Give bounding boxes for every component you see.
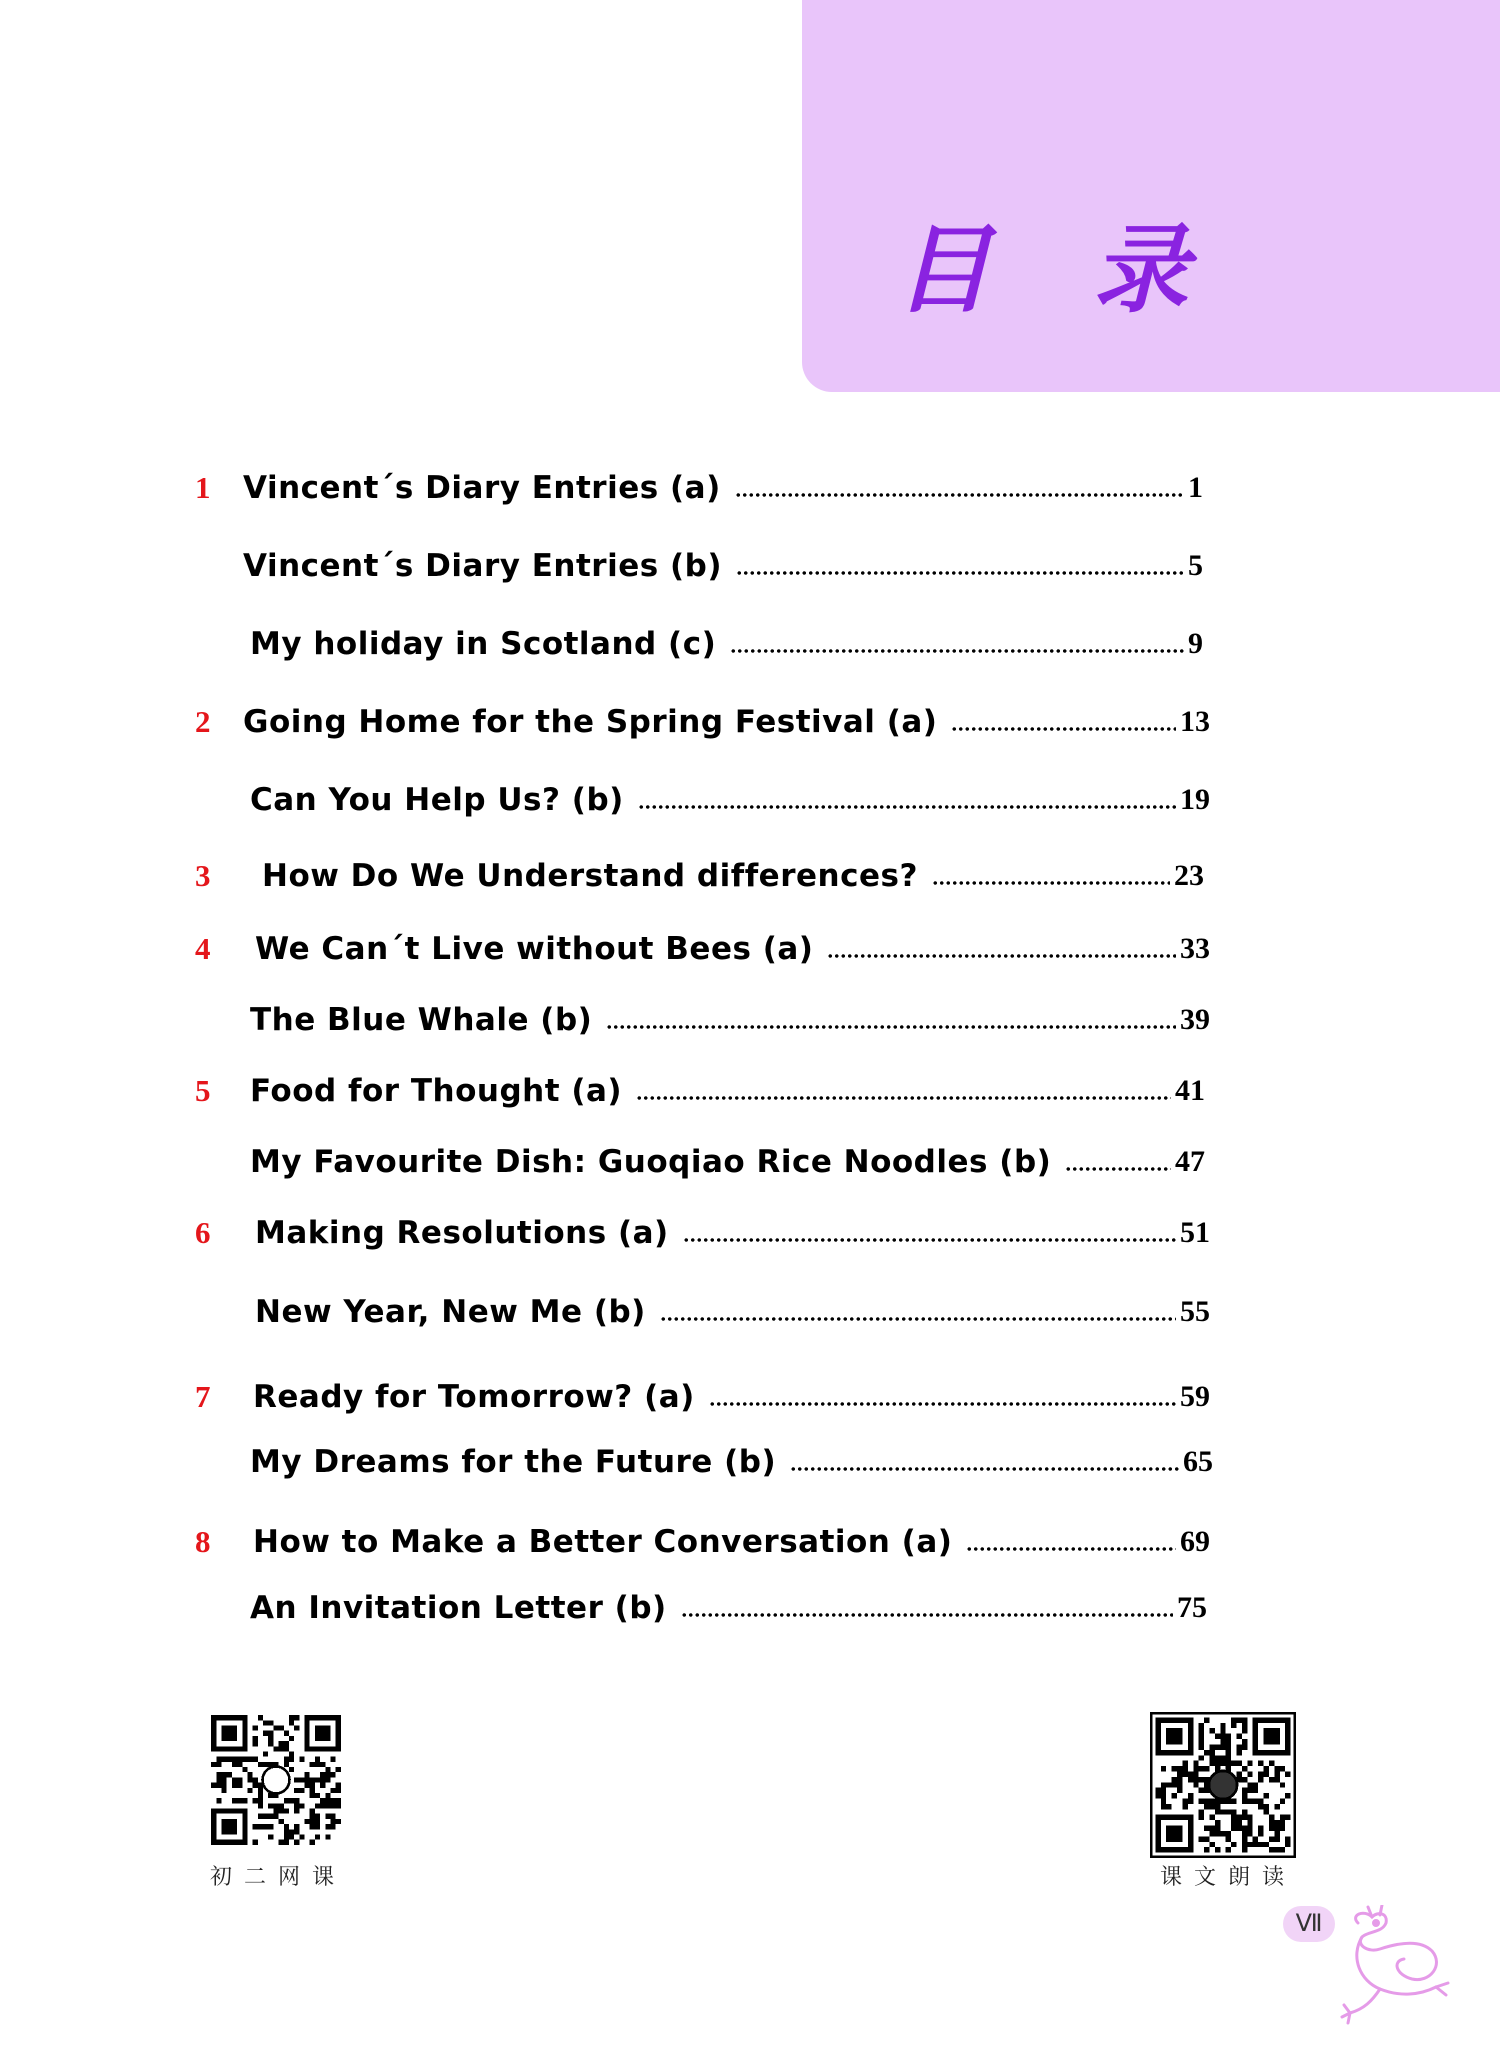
dot-leader: [932, 881, 1170, 885]
qr-right-label: 课文朗读: [1160, 1865, 1297, 1890]
toc-entry-page: 51: [1180, 1216, 1210, 1249]
toc-entry[interactable]: [0, 995, 1360, 1045]
toc-entry[interactable]: [0, 541, 1360, 591]
toc-entry[interactable]: [0, 851, 1360, 901]
toc-entry[interactable]: [0, 1208, 1360, 1258]
toc-entry-page: 55: [1180, 1295, 1210, 1328]
toc-entry-title: My Favourite Dish: Guoqiao Rice Noodles (b): [250, 1144, 1052, 1180]
chapter-number: 4: [195, 931, 211, 966]
toc-entry-title: Making Resolutions (a): [255, 1215, 669, 1251]
toc-entry-title: How Do We Understand differences?: [262, 858, 918, 894]
dot-leader: [736, 571, 1184, 575]
chapter-number: 1: [195, 470, 211, 505]
dot-leader: [683, 1238, 1176, 1242]
toc-entry-title: Can You Help Us? (b): [250, 782, 624, 818]
toc-entry[interactable]: [0, 1287, 1360, 1337]
toc-entry-page: 65: [1183, 1445, 1213, 1478]
toc-entry-title: How to Make a Better Conversation (a): [253, 1524, 953, 1560]
toc-entry[interactable]: [0, 1137, 1360, 1187]
toc-entry[interactable]: [0, 1066, 1360, 1116]
dot-leader: [790, 1467, 1179, 1471]
toc-entry[interactable]: [0, 697, 1360, 747]
dot-leader: [638, 805, 1176, 809]
chapter-number: 8: [195, 1524, 211, 1559]
toc-entry[interactable]: [0, 619, 1360, 669]
page-title: 目 录: [895, 214, 1223, 326]
dot-leader: [636, 1096, 1171, 1100]
dot-leader: [709, 1402, 1176, 1406]
toc-entry-page: 9: [1188, 627, 1203, 660]
chapter-number: 2: [195, 704, 211, 739]
toc-entry-title: New Year, New Me (b): [255, 1294, 646, 1330]
chapter-number: 6: [195, 1215, 211, 1250]
toc-entry[interactable]: [0, 775, 1360, 825]
toc-entry-page: 1: [1188, 471, 1203, 504]
toc-entry[interactable]: [0, 1583, 1360, 1633]
dragon-icon: [1320, 1905, 1460, 2025]
dot-leader: [966, 1547, 1176, 1551]
toc-entry-title: My holiday in Scotland (c): [250, 626, 717, 662]
toc-entry-page: 33: [1180, 932, 1210, 965]
toc-entry[interactable]: [0, 1372, 1360, 1422]
toc-entry-page: 59: [1180, 1380, 1210, 1413]
toc-entry-title: Vincent´s Diary Entries (b): [243, 548, 723, 584]
toc-entry-title: We Can´t Live without Bees (a): [255, 931, 814, 967]
toc-entry-title: Ready for Tomorrow? (a): [253, 1379, 695, 1415]
toc-entry-page: 75: [1177, 1591, 1207, 1624]
toc-entry-title: The Blue Whale (b): [250, 1002, 593, 1038]
chapter-number: 3: [195, 858, 211, 893]
toc-entry-page: 19: [1180, 783, 1210, 816]
chapter-number: 5: [195, 1073, 211, 1108]
toc-entry-title: An Invitation Letter (b): [250, 1590, 667, 1626]
qr-code-reading: [1150, 1712, 1296, 1858]
toc-entry-page: 69: [1180, 1525, 1210, 1558]
toc-entry-page: 39: [1180, 1003, 1210, 1036]
dot-leader: [827, 954, 1176, 958]
page-number: Ⅶ: [1283, 1906, 1335, 1942]
toc-entry-page: 5: [1188, 549, 1203, 582]
toc-entry-title: My Dreams for the Future (b): [250, 1444, 777, 1480]
dot-leader: [606, 1025, 1176, 1029]
chapter-number: 7: [195, 1379, 211, 1414]
qr-code-class: [206, 1710, 346, 1850]
toc-entry[interactable]: [0, 924, 1360, 974]
toc-entry-page: 41: [1175, 1074, 1205, 1107]
dot-leader: [660, 1317, 1176, 1321]
toc-entry-page: 23: [1174, 859, 1204, 892]
toc-entry-page: 13: [1180, 705, 1210, 738]
dot-leader: [730, 649, 1184, 653]
toc-entry[interactable]: [0, 463, 1360, 513]
dot-leader: [951, 727, 1176, 731]
toc-entry-title: Going Home for the Spring Festival (a): [243, 704, 938, 740]
toc-entry-page: 47: [1175, 1145, 1205, 1178]
toc-entry[interactable]: [0, 1517, 1360, 1567]
dot-leader: [681, 1613, 1173, 1617]
toc-entry-title: Vincent´s Diary Entries (a): [243, 470, 721, 506]
toc-entry-title: Food for Thought (a): [250, 1073, 623, 1109]
dot-leader: [1065, 1167, 1171, 1171]
qr-left-label: 初二网课: [210, 1865, 347, 1890]
dot-leader: [735, 493, 1184, 497]
toc-entry[interactable]: [0, 1437, 1360, 1487]
